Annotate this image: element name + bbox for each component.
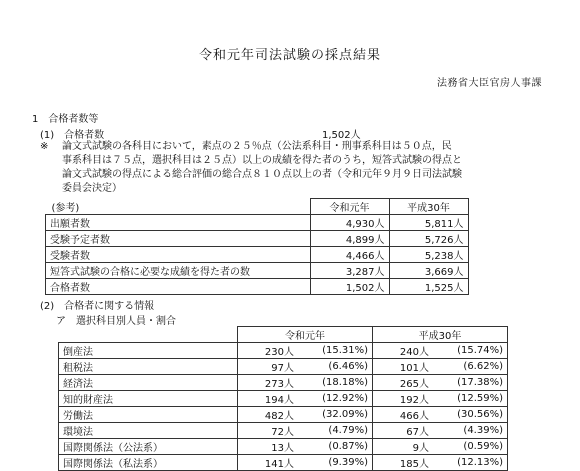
cell-previous-count: 67人 [373, 423, 434, 439]
row-label: 短答式試験の合格に必要な成績を得た者の数 [46, 263, 311, 279]
subject-label: 国際関係法（私法系） [59, 455, 238, 471]
table-row [59, 391, 508, 407]
cell-current: 4,930人 [310, 215, 389, 231]
cell-current-count: 141人 [238, 455, 299, 471]
table-row [46, 247, 469, 263]
cell-current-percent: (32.09%) [298, 407, 373, 423]
cell-previous: 3,669人 [389, 263, 468, 279]
cell-current-percent: (0.87%) [298, 439, 373, 455]
table-row [59, 375, 508, 391]
subject-label: 倒産法 [59, 343, 238, 359]
cell-current-count: 72人 [238, 423, 299, 439]
cell-previous-percent: (12.13%) [433, 455, 508, 471]
cell-previous-percent: (4.39%) [433, 423, 508, 439]
row-label: 受験予定者数 [46, 231, 311, 247]
table-row [46, 231, 469, 247]
cell-previous-percent: (17.38%) [433, 375, 508, 391]
cell-previous-count: 466人 [373, 407, 434, 423]
row-label: 出願者数 [46, 215, 311, 231]
cell-previous-count: 101人 [373, 359, 434, 375]
subject-label: 労働法 [59, 407, 238, 423]
table-header-row [59, 327, 508, 343]
cell-current-count: 13人 [238, 439, 299, 455]
note-line: 委員会決定） [62, 183, 122, 194]
cell-current: 4,899人 [310, 231, 389, 247]
cell-current-percent: (4.79%) [298, 423, 373, 439]
cell-previous: 5,811人 [389, 215, 468, 231]
cell-current-percent: (9.39%) [298, 455, 373, 471]
cell-previous-percent: (15.74%) [433, 343, 508, 359]
cell-previous-percent: (12.59%) [433, 391, 508, 407]
section1-heading: 1 合格者数等 [32, 114, 99, 125]
column-header-current: 令和元年 [310, 199, 389, 215]
cell-current-percent: (6.46%) [298, 359, 373, 375]
cell-current-count: 482人 [238, 407, 299, 423]
cell-current-count: 97人 [238, 359, 299, 375]
column-header-current: 令和元年 [238, 327, 373, 343]
table-row [59, 359, 508, 375]
passers-count-value: 1,502人 [322, 130, 361, 141]
note-line: 論文式試験の得点による総合評価の総合点８１０点以上の者（令和元年９月９日司法試験 [62, 169, 462, 180]
subject-label: 経済法 [59, 375, 238, 391]
cell-previous: 1,525人 [389, 279, 468, 295]
section2-heading: (2) 合格者に関する情報 [40, 301, 155, 312]
column-header-previous: 平成30年 [389, 199, 468, 215]
cell-current: 1,502人 [310, 279, 389, 295]
criteria-note [40, 140, 532, 196]
cell-current-count: 273人 [238, 375, 299, 391]
reference-table [45, 198, 469, 295]
cell-current-percent: (18.18%) [298, 375, 373, 391]
table-header-row [46, 199, 469, 215]
page-title: 令和元年司法試験の採点結果 [198, 48, 381, 63]
cell-current: 4,466人 [310, 247, 389, 263]
reference-caption: (参考) [51, 202, 80, 214]
cell-previous-count: 240人 [373, 343, 434, 359]
cell-previous-count: 185人 [373, 455, 434, 471]
header-blank-cell [59, 327, 238, 343]
table-row [59, 423, 508, 439]
column-header-previous: 平成30年 [373, 327, 508, 343]
row-label: 受験者数 [46, 247, 311, 263]
cell-previous-count: 265人 [373, 375, 434, 391]
cell-previous-percent: (0.59%) [433, 439, 508, 455]
row-label: 合格者数 [46, 279, 311, 295]
cell-previous-percent: (6.62%) [433, 359, 508, 375]
table-row [46, 279, 469, 295]
note-mark: ※ [40, 141, 49, 152]
cell-current: 3,287人 [310, 263, 389, 279]
cell-previous-count: 192人 [373, 391, 434, 407]
table-row [46, 263, 469, 279]
cell-current-count: 230人 [238, 343, 299, 359]
subject-breakdown-heading: ア 選択科目別人員・割合 [56, 316, 176, 327]
passers-count-label: (1) 合格者数 [40, 130, 105, 141]
table-row [59, 455, 508, 471]
elective-subject-table [58, 326, 508, 471]
table-row [59, 439, 508, 455]
cell-current-percent: (15.31%) [298, 343, 373, 359]
table-row [59, 407, 508, 423]
cell-previous-count: 9人 [373, 439, 434, 455]
cell-previous: 5,238人 [389, 247, 468, 263]
table-row [46, 215, 469, 231]
subject-label: 租税法 [59, 359, 238, 375]
cell-previous: 5,726人 [389, 231, 468, 247]
cell-current-percent: (12.92%) [298, 391, 373, 407]
cell-current-count: 194人 [238, 391, 299, 407]
cell-previous-percent: (30.56%) [433, 407, 508, 423]
subject-label: 国際関係法（公法系） [59, 439, 238, 455]
subject-label: 知的財産法 [59, 391, 238, 407]
note-line: 事系科目は７５点，選択科目は２５点）以上の成績を得た者のうち，短答式試験の得点と [62, 155, 462, 166]
subject-label: 環境法 [59, 423, 238, 439]
issuing-office: 法務省大臣官房人事課 [437, 78, 542, 89]
table-row [59, 343, 508, 359]
note-line: 論文式試験の各科目において，素点の２５％点（公法系科目・刑事系科目は５０点，民 [62, 141, 452, 152]
